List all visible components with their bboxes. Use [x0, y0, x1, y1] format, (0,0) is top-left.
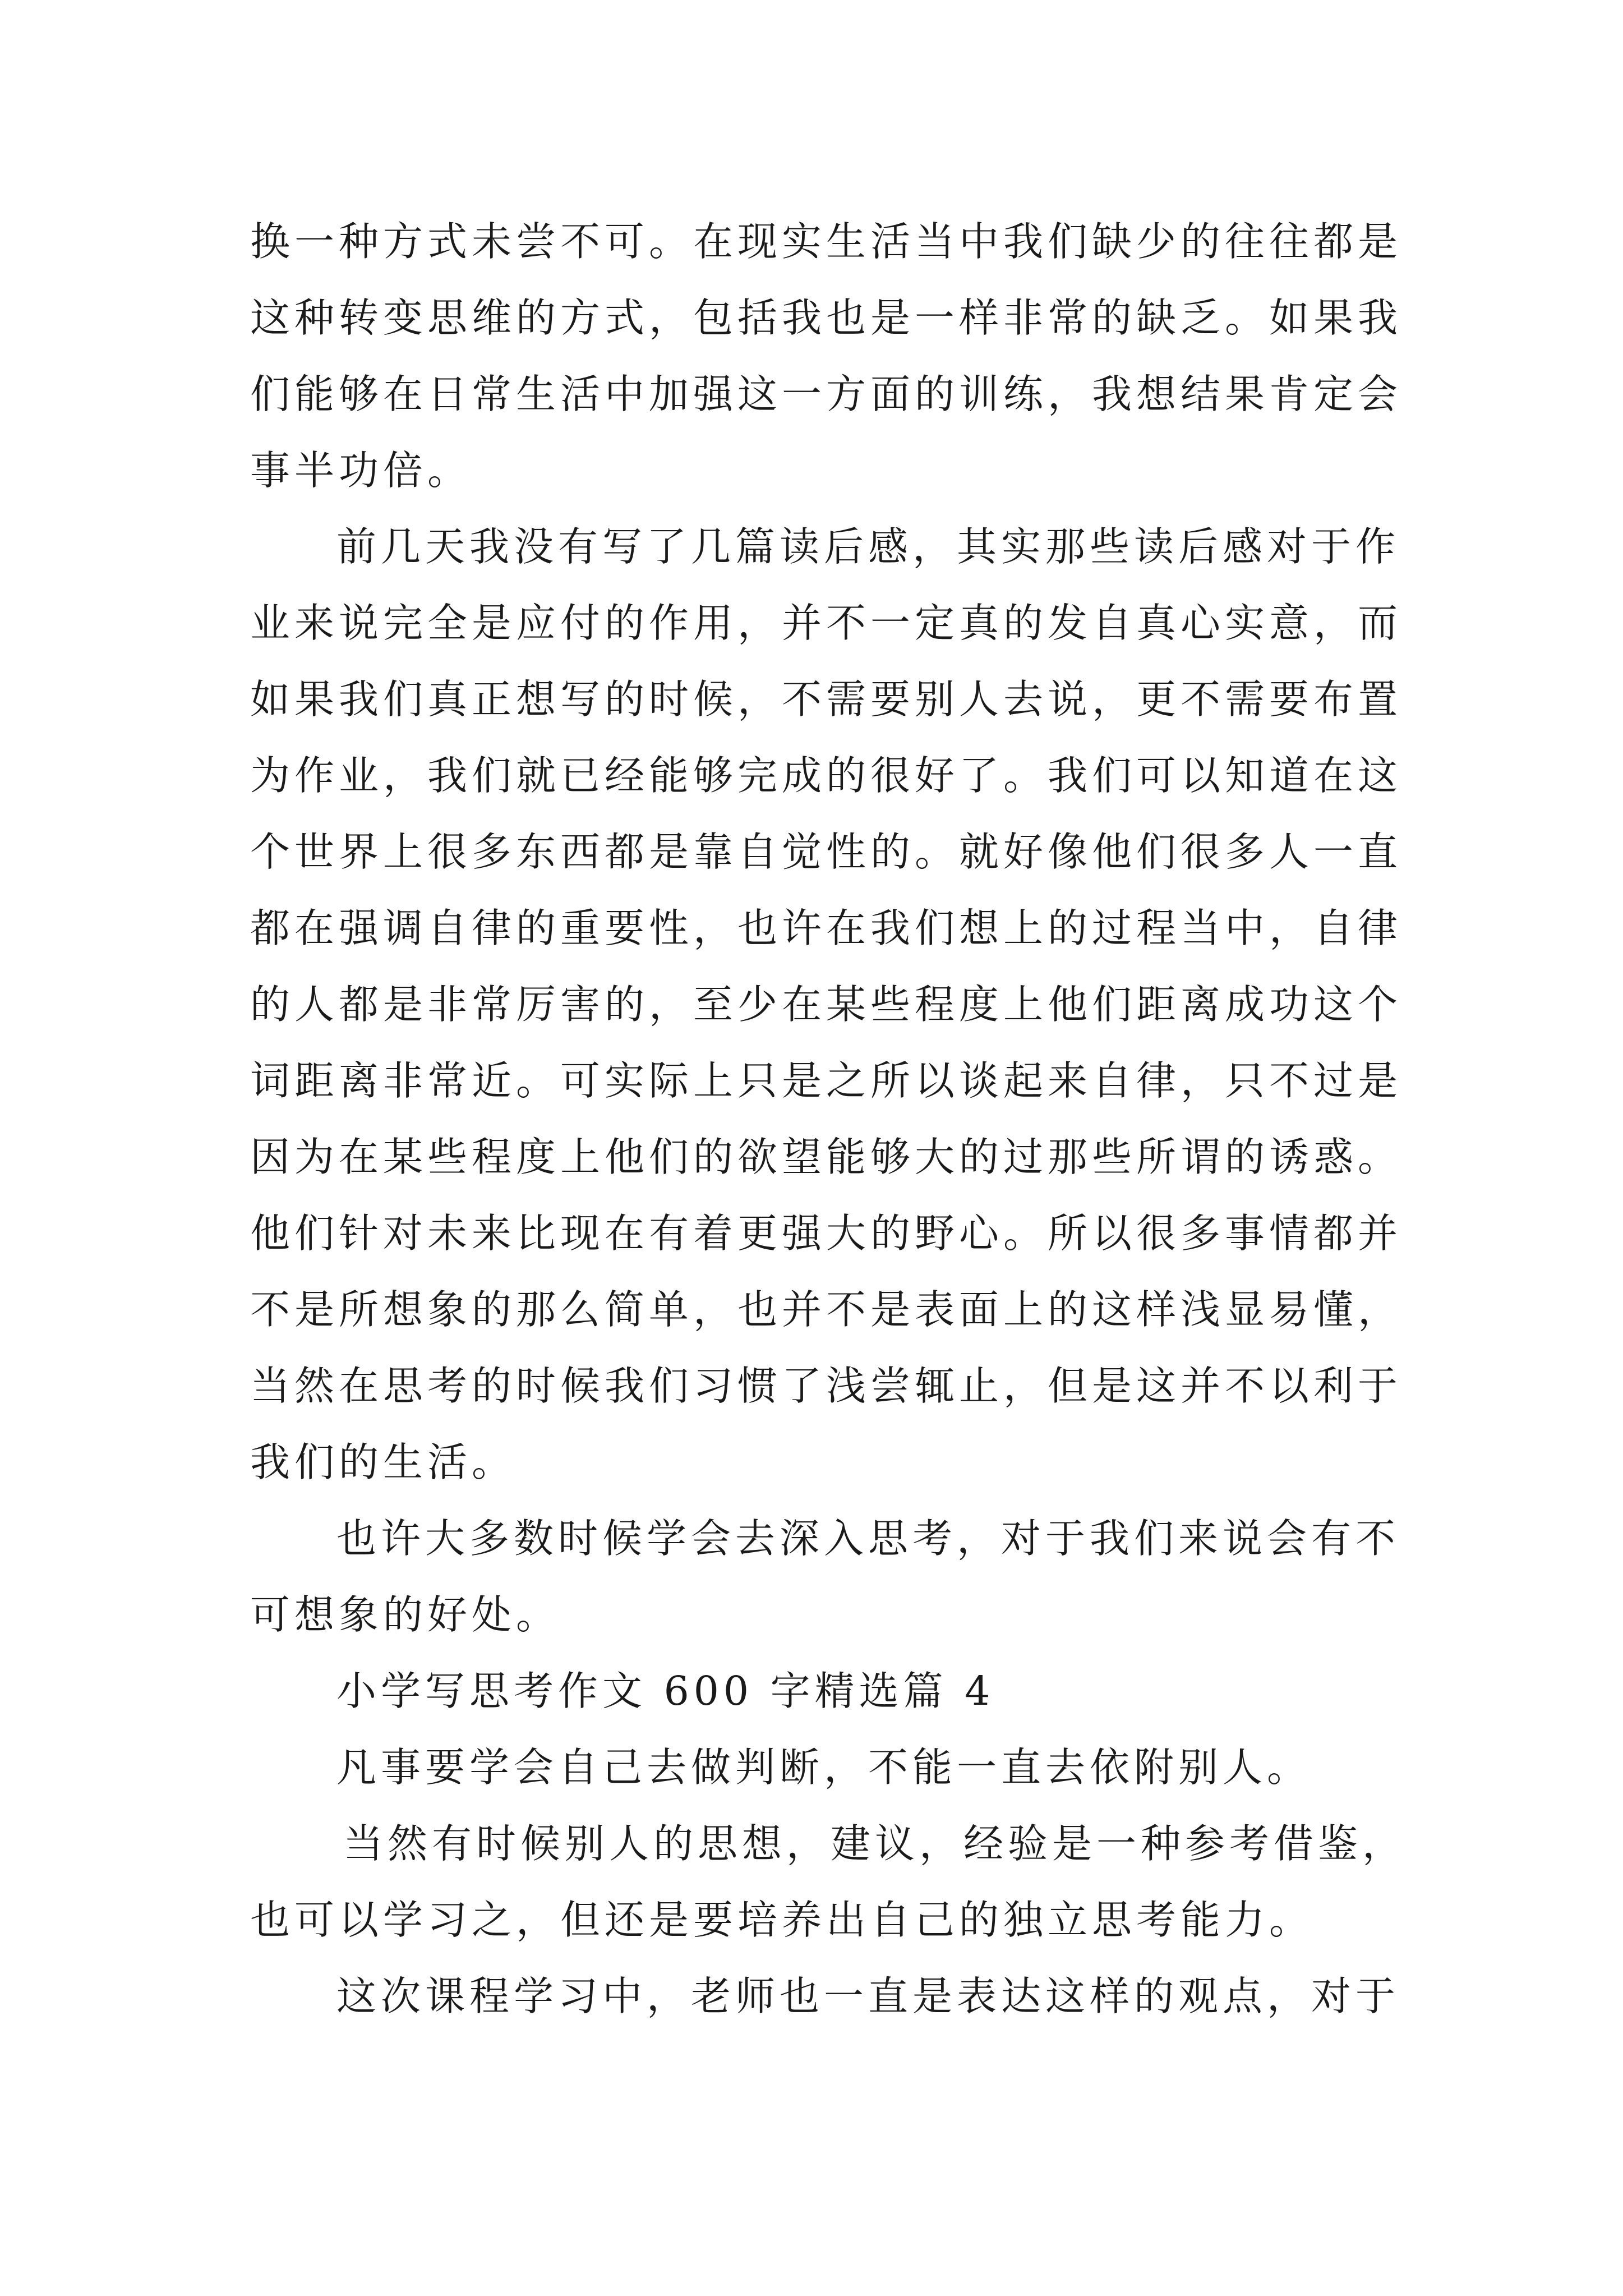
- paragraph-line: 这次课程学习中，老师也一直是表达这样的观点，对于: [336, 1973, 1400, 2019]
- paragraph-line: 可想象的好处。: [250, 1591, 561, 1638]
- paragraph-line: 为作业，我们就已经能够完成的很好了。我们可以知道在这: [250, 752, 1403, 799]
- paragraph-line: 的人都是非常厉害的，至少在某些程度上他们距离成功这个: [250, 981, 1403, 1028]
- paragraph-line: 们能够在日常生活中加强这一方面的训练，我想结果肯定会: [250, 371, 1403, 417]
- paragraph-line: 也可以学习之，但还是要培养出自己的独立思考能力。: [250, 1897, 1314, 1943]
- paragraph-line: 个世界上很多东西都是靠自觉性的。就好像他们很多人一直: [250, 829, 1403, 875]
- paragraph-line: 我们的生活。: [250, 1439, 517, 1485]
- paragraph-line: 当然有时候别人的思想，建议，经验是一种参考借鉴，: [343, 1820, 1407, 1867]
- paragraph-line: 这种转变思维的方式，包括我也是一样非常的缺乏。如果我: [250, 295, 1403, 341]
- paragraph-line: 如果我们真正想写的时候，不需要别人去说，更不需要布置: [250, 676, 1403, 723]
- paragraph-line: 不是所想象的那么简单，也并不是表面上的这样浅显易懂，: [250, 1286, 1403, 1333]
- paragraph-line: 当然在思考的时候我们习惯了浅尝辄止，但是这并不以利于: [250, 1363, 1403, 1409]
- paragraph-line: 换一种方式未尝不可。在现实生活当中我们缺少的往往都是: [250, 218, 1403, 265]
- paragraph-line: 词距离非常近。可实际上只是之所以谈起来自律，只不过是: [250, 1057, 1403, 1104]
- paragraph-line: 事半功倍。: [250, 447, 472, 494]
- paragraph-line: 他们针对未来比现在有着更强大的野心。所以很多事情都并: [250, 1210, 1403, 1257]
- paragraph-line: 业来说完全是应付的作用，并不一定真的发自真心实意，而: [250, 600, 1403, 646]
- paragraph-line: 也许大多数时候学会去深入思考，对于我们来说会有不: [336, 1515, 1400, 1562]
- paragraph-line: 凡事要学会自己去做判断，不能一直去依附别人。: [336, 1744, 1312, 1791]
- paragraph-line: 因为在某些程度上他们的欲望能够大的过那些所谓的诱惑。: [250, 1134, 1403, 1180]
- section-heading: 小学写思考作文 600 字精选篇 4: [336, 1668, 995, 1714]
- paragraph-line: 都在强调自律的重要性，也许在我们想上的过程当中，自律: [250, 905, 1403, 951]
- paragraph-line: 前几天我没有写了几篇读后感，其实那些读后感对于作: [336, 523, 1400, 570]
